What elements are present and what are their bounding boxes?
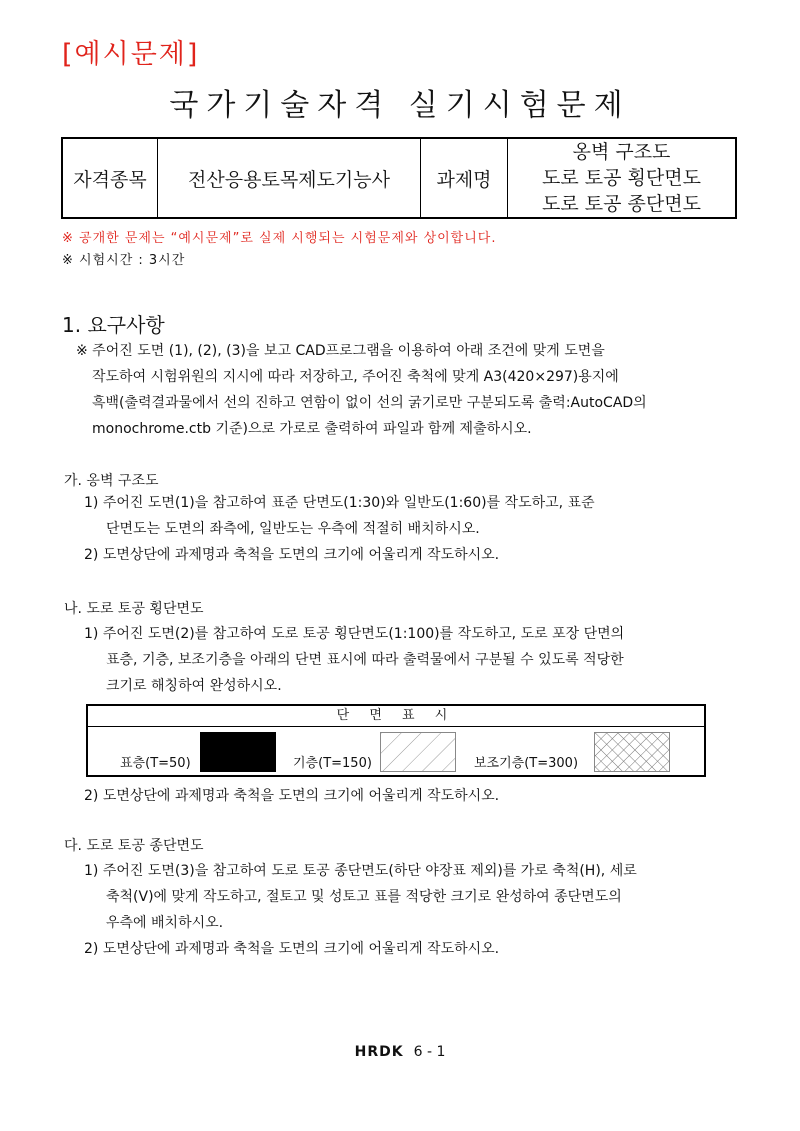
task-line: 옹벽 구조도 [572,141,671,163]
part-ga-title: 가. 옹벽 구조도 [64,473,159,489]
page-footer [0,1044,800,1060]
part-da-item: 축척(V)에 맞게 작도하고, 절토고 및 성토고 표를 적당한 크기로 완성하여 종단면도의 [106,889,622,905]
part-na-item: 2) 도면상단에 과제명과 축척을 도면의 크기에 어울리게 작도하시오. [84,788,500,804]
subbase-crosshatch-swatch [594,732,670,772]
part-da-item: 우측에 배치하시오. [106,915,224,931]
task-line: 도로 토공 횡단면도 [542,167,701,189]
info-table [61,137,737,219]
section-heading: 1. 요구사항 [62,313,165,337]
part-na-item: 크기로 해칭하여 완성하시오. [106,678,282,694]
part-da-title: 다. 도로 토공 종단면도 [64,838,204,854]
page-title: 국가기술자격 실기시험문제 [169,88,631,123]
part-ga-item: 1) 주어진 도면(1)을 참고하여 표준 단면도(1:30)와 일반도(1:60)를 작도하고, 표준 [84,495,595,511]
intro-line: monochrome.ctb 기준)으로 가로로 출력하여 파일과 함께 제출하시오. [92,421,532,437]
section-legend-box [86,704,706,777]
intro-line: ※ 주어진 도면 (1), (2), (3)을 보고 CAD프로그램을 이용하여 아래 조건에 맞게 도면을 [76,343,605,359]
notice-example: ※ 공개한 문제는 “예시문제”로 실제 시행되는 시험문제와 상이합니다. [62,231,497,246]
part-ga-item: 단면도는 도면의 좌측에, 일반도는 우측에 적절히 배치하시오. [106,521,480,537]
part-ga-item: 2) 도면상단에 과제명과 축척을 도면의 크기에 어울리게 작도하시오. [84,547,500,563]
task-value [508,138,737,218]
legend-surface-label: 표층(T=50) [120,756,191,771]
part-na-item: 표층, 기층, 보조기층을 아래의 단면 표시에 따라 출력물에서 구분될 수 있도록 적당한 [106,652,624,668]
notice-time: ※ 시험시간 : 3시간 [62,253,186,268]
part-na-title: 나. 도로 토공 횡단면도 [64,601,204,617]
intro-line: 흑백(출력결과물에서 선의 진하고 연함이 없이 선의 굵기로만 구분되도록 출력:AutoCAD의 [92,395,647,411]
subject-value: 전산응용토목제도기능사 [158,138,421,218]
task-label: 과제명 [421,138,508,218]
surface-swatch [200,732,276,772]
legend-base-label: 기층(T=150) [293,756,372,771]
subject-label: 자격종목 [62,138,158,218]
part-na-item: 1) 주어진 도면(2)를 참고하여 도로 토공 횡단면도(1:100)를 작도하고, 도로 포장 단면의 [84,626,625,642]
hrdk-logo: HRDK [354,1044,404,1060]
base-hatch-swatch [380,732,456,772]
legend-subbase-label: 보조기층(T=300) [474,756,579,771]
example-tag: [예시문제] [62,39,200,70]
part-da-item: 1) 주어진 도면(3)을 참고하여 도로 토공 종단면도(하단 야장표 제외)를 가로 축척(H), 세로 [84,863,637,879]
page-number: 6 - 1 [413,1044,446,1060]
task-line: 도로 토공 종단면도 [542,193,701,215]
intro-line: 작도하여 시험위원의 지시에 따라 저장하고, 주어진 축척에 맞게 A3(420×297)용지에 [92,369,619,385]
legend-title: 단 면 표 시 [88,706,704,727]
part-da-item: 2) 도면상단에 과제명과 축척을 도면의 크기에 어울리게 작도하시오. [84,941,500,957]
